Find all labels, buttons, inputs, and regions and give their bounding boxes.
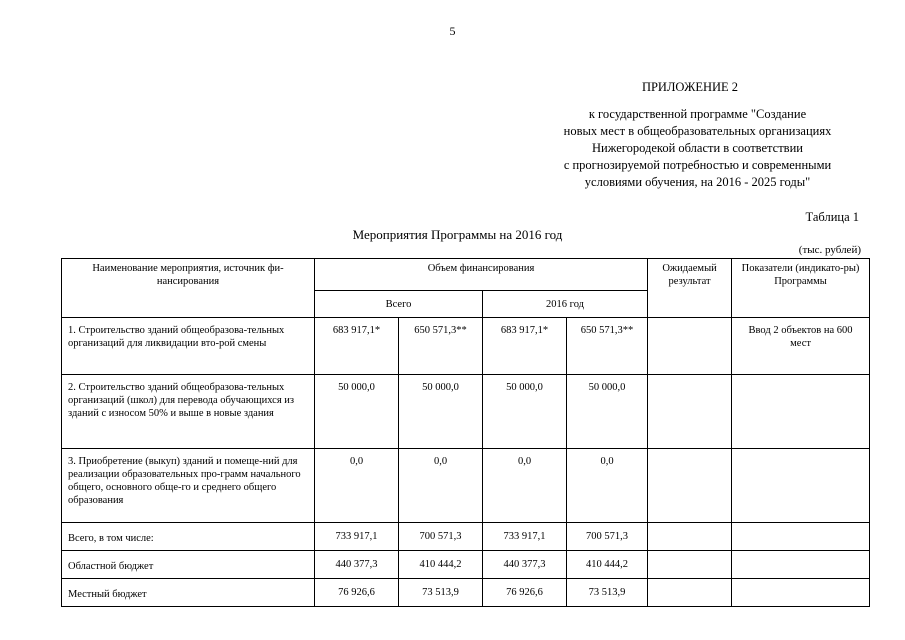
program-caption-line: с прогнозируемой потребностью и современными (563, 158, 832, 172)
row-value: 50 000,0 (567, 375, 648, 449)
row-value: 733 917,1 (315, 523, 399, 551)
row-value: 683 917,1* (483, 318, 567, 375)
row-value: 700 571,3 (399, 523, 483, 551)
row-indicator (732, 375, 870, 449)
row-name: Местный бюджет (62, 579, 315, 607)
row-expected (648, 523, 732, 551)
table-title: Мероприятия Программы на 2016 год (352, 227, 563, 242)
program-caption (500, 106, 895, 191)
row-name: Всего, в том числе: (62, 523, 315, 551)
table-row (62, 551, 870, 579)
row-indicator (732, 523, 870, 551)
table-number: Таблица 1 (805, 210, 859, 224)
program-caption-line: Нижегородекой области в соответствии (592, 141, 803, 155)
table-row (62, 579, 870, 607)
row-value: 700 571,3 (567, 523, 648, 551)
row-name: Областной бюджет (62, 551, 315, 579)
row-expected (648, 579, 732, 607)
row-name: 2. Строительство зданий общеобразова-тельных организаций (школ) для перевода обучающихся из зданий с износом 50% и выше в новые здания (62, 375, 315, 449)
row-value: 0,0 (315, 449, 399, 523)
row-name: 1. Строительство зданий общеобразова-тельных организаций для ликвидации вто-рой смены (62, 318, 315, 375)
row-indicator: Ввод 2 объектов на 600 мест (732, 318, 870, 375)
header-total: Всего (315, 291, 483, 318)
units-label: (тыс. рублей) (798, 244, 861, 256)
row-expected (648, 449, 732, 523)
row-indicator (732, 449, 870, 523)
header-financing: Объем финансирования (315, 259, 648, 291)
program-caption-line: новых мест в общеобразовательных организациях (563, 124, 832, 138)
table-row (62, 375, 870, 449)
row-value: 440 377,3 (315, 551, 399, 579)
row-value: 733 917,1 (483, 523, 567, 551)
row-value: 650 571,3** (399, 318, 483, 375)
row-value: 0,0 (567, 449, 648, 523)
row-value: 650 571,3** (567, 318, 648, 375)
row-value: 0,0 (399, 449, 483, 523)
table-row (62, 449, 870, 523)
row-value: 73 513,9 (399, 579, 483, 607)
row-value: 440 377,3 (483, 551, 567, 579)
table-row (62, 318, 870, 375)
row-value: 410 444,2 (399, 551, 483, 579)
row-value: 50 000,0 (315, 375, 399, 449)
row-value: 76 926,6 (315, 579, 399, 607)
row-indicator (732, 579, 870, 607)
row-expected (648, 375, 732, 449)
row-value: 410 444,2 (567, 551, 648, 579)
header-indicators: Показатели (индикато-ры) Программы (732, 259, 870, 318)
program-caption-line: к государственной программе "Создание (588, 107, 807, 121)
program-activities-table (61, 258, 870, 607)
row-value: 50 000,0 (483, 375, 567, 449)
row-expected (648, 318, 732, 375)
appendix-title: ПРИЛОЖЕНИЕ 2 (641, 80, 739, 94)
row-value: 73 513,9 (567, 579, 648, 607)
header-name: Наименование мероприятия, источник фи-нансирования (62, 259, 315, 318)
row-name: 3. Приобретение (выкуп) зданий и помеще-ний для реализации образовательных про-грамм начального общего, основного обще-го и среднего общего образования (62, 449, 315, 523)
page-number: 5 (449, 24, 456, 38)
header-row (62, 259, 870, 291)
program-caption-line: условиями обучения, на 2016 - 2025 годы" (584, 175, 811, 189)
row-expected (648, 551, 732, 579)
header-expected-result: Ожидаемый результат (648, 259, 732, 318)
row-indicator (732, 551, 870, 579)
row-value: 50 000,0 (399, 375, 483, 449)
table-row (62, 523, 870, 551)
row-value: 76 926,6 (483, 579, 567, 607)
row-value: 683 917,1* (315, 318, 399, 375)
row-value: 0,0 (483, 449, 567, 523)
header-year: 2016 год (483, 291, 648, 318)
